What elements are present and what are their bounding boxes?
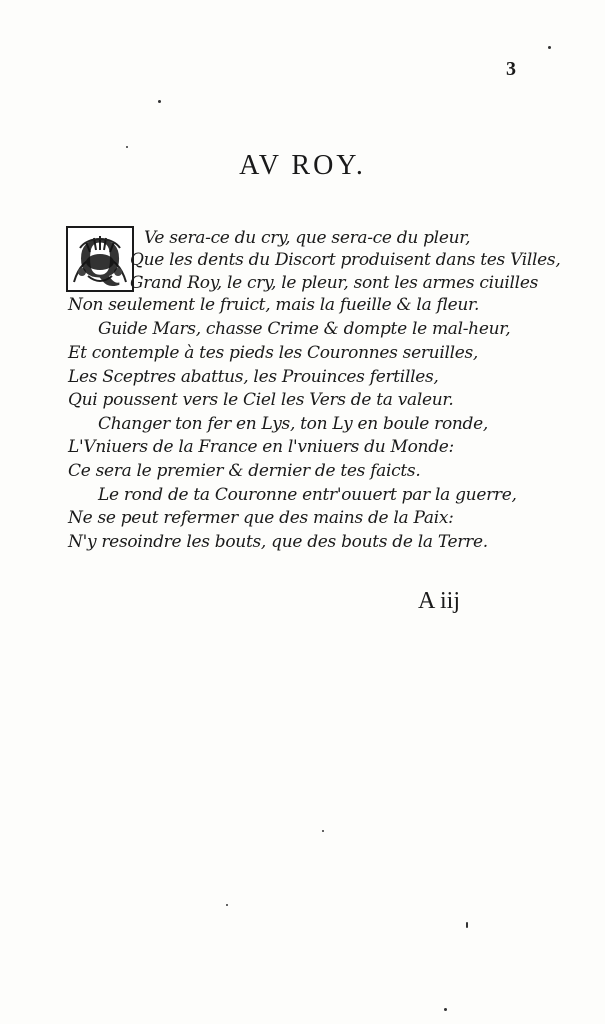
poem-line: Changer ton fer en Lys, ton Ly en boule ronde, xyxy=(98,414,489,434)
paper-speck xyxy=(322,830,324,832)
poem-line: Et contemple à tes pieds les Couronnes seruilles, xyxy=(68,343,479,363)
poem-line: Ce sera le premier & dernier de tes faicts. xyxy=(68,461,421,481)
paper-speck xyxy=(466,922,468,928)
page-number: 3 xyxy=(506,58,516,80)
poem-line: Les Sceptres abattus, les Prouinces fertilles, xyxy=(68,367,439,387)
paper-speck xyxy=(226,904,228,906)
poem-line: Ne se peut refermer que des mains de la Paix: xyxy=(68,508,454,528)
drop-cap-ornament xyxy=(66,226,134,292)
signature-mark: A iij xyxy=(418,588,461,614)
paper-speck xyxy=(548,46,551,49)
paper-speck xyxy=(444,1008,447,1011)
drop-cap-letter: Q xyxy=(78,228,122,290)
poem-title: AV ROY. xyxy=(239,150,366,181)
poem-line: Non seulement le fruict, mais la fueille & la fleur. xyxy=(68,295,480,315)
poem-line: Ve sera-ce du cry, que sera-ce du pleur, xyxy=(144,228,471,248)
poem-line: L'Vniuers de la France en l'vniuers du Monde: xyxy=(68,437,454,457)
paper-speck xyxy=(126,146,128,148)
poem-line: N'y resoindre les bouts, que des bouts de la Terre. xyxy=(68,532,488,552)
poem-line: Qui poussent vers le Ciel les Vers de ta valeur. xyxy=(68,390,454,410)
poem-line: Le rond de ta Couronne entr'ouuert par la guerre, xyxy=(98,485,517,505)
poem-line: Que les dents du Discort produisent dans tes Villes, xyxy=(130,250,561,270)
paper-speck xyxy=(158,100,161,103)
poem-line: Grand Roy, le cry, le pleur, sont les armes ciuilles xyxy=(130,273,539,293)
poem-line: Guide Mars, chasse Crime & dompte le mal-heur, xyxy=(98,319,511,339)
